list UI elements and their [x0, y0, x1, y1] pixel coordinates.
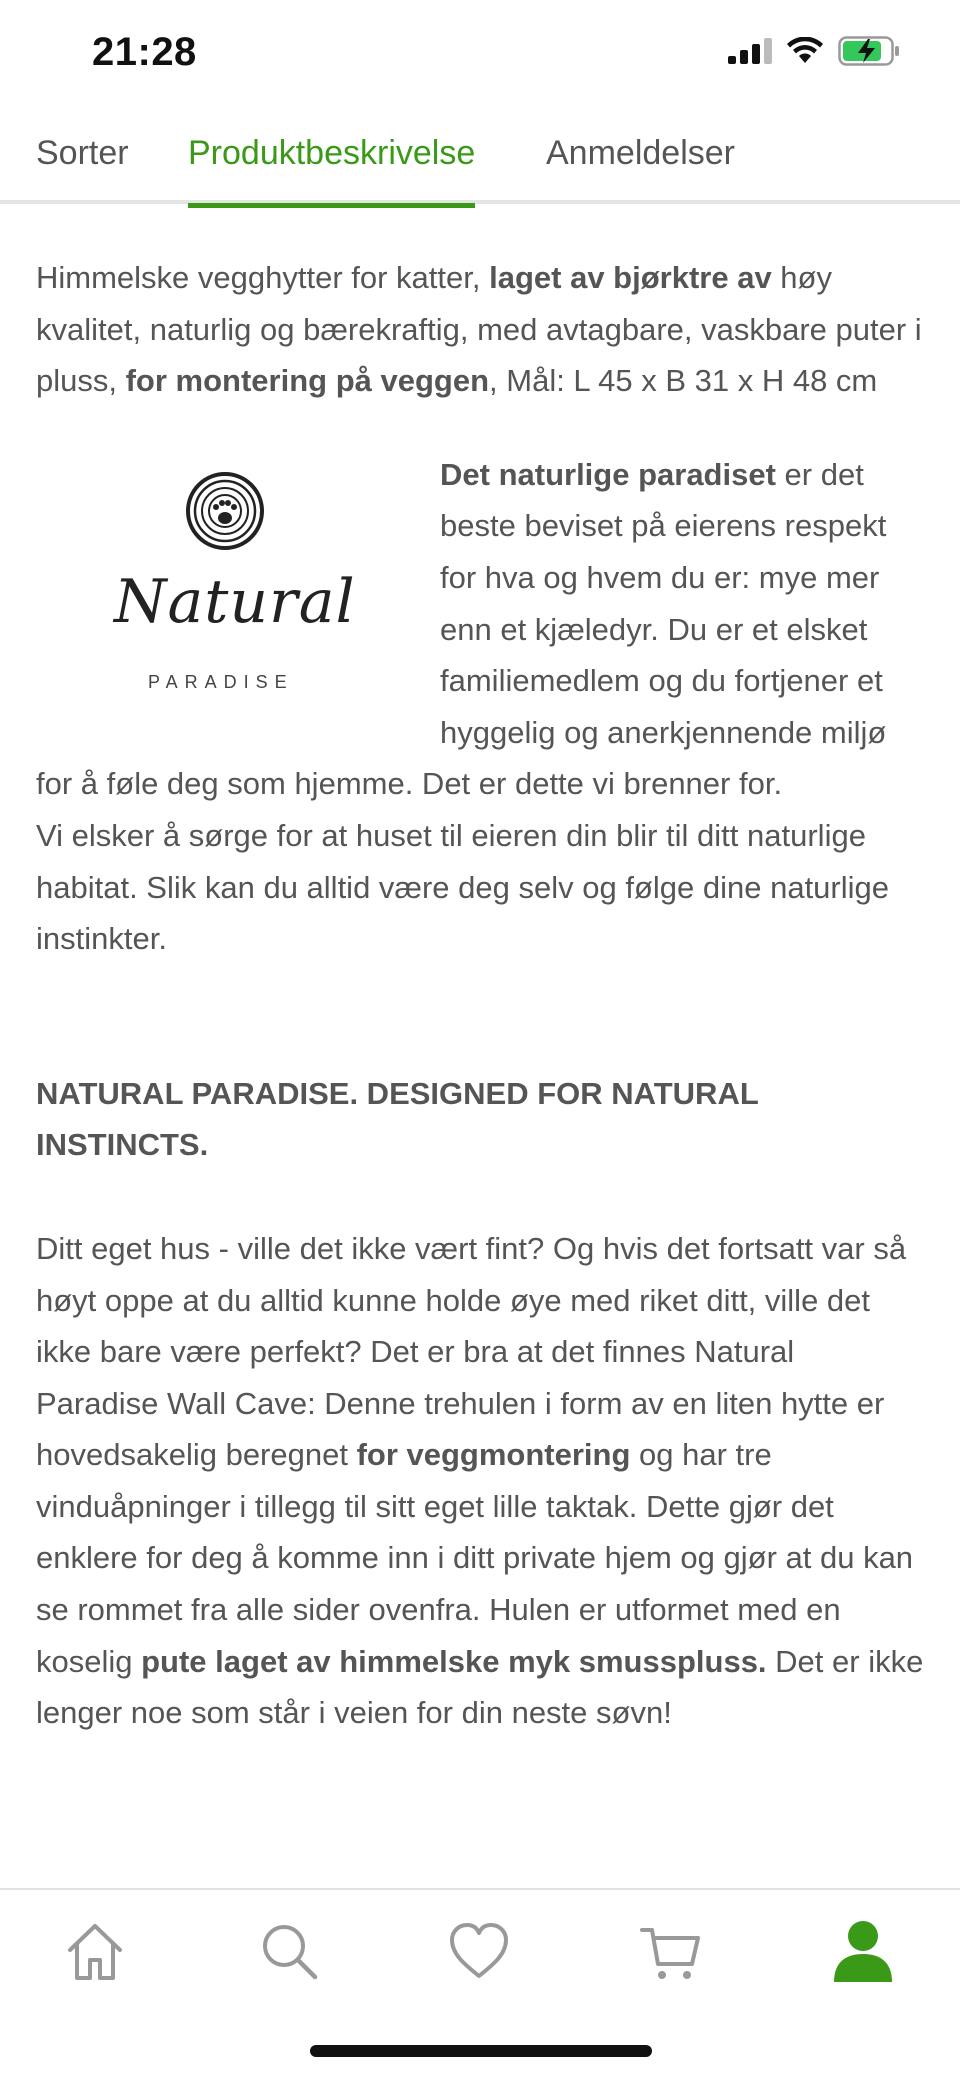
profile-icon — [828, 1916, 898, 1986]
status-icons — [728, 36, 900, 66]
cellular-signal-icon — [728, 38, 772, 64]
wifi-icon — [786, 37, 824, 65]
nav-search[interactable] — [255, 1916, 325, 1986]
section-heading: NATURAL PARADISE. DESIGNED FOR NATURAL INSTINCTS. — [36, 1075, 759, 1163]
nav-profile[interactable] — [828, 1916, 898, 1986]
cave-text-2: og har tre vinduåpninger i tillegg til sitt eget lille taktak. Dette gjør det enklere for deg å komme inn i ditt private hjem og gjør at du kan se rommet fra alle sider ovenfra. Hulen er utformet med en koselig — [36, 1437, 914, 1679]
nav-home[interactable] — [60, 1916, 130, 1986]
intro-bold-1: laget av bjørktre av — [489, 260, 772, 295]
brand-bold: Det naturlige paradiset — [440, 456, 776, 492]
home-indicator — [310, 2045, 652, 2057]
product-description — [36, 252, 924, 1739]
tab-bar — [0, 118, 960, 204]
logo-subtitle: PARADISE — [148, 671, 294, 692]
tab-sorter[interactable]: Sorter — [36, 134, 129, 172]
cave-text-1: Ditt eget hus - ville det ikke vært fint? Og hvis det fortsatt var så høyt oppe at du alltid kunne holde øye med riket ditt, ville det ikke bare være perfekt? Det er bra at det finnes Natural Paradise Wall Cave: Denne trehulen i form av en liten hytte er hovedsakelig beregnet — [36, 1230, 907, 1473]
home-icon — [60, 1916, 130, 1986]
habitat-paragraph: Vi elsker å sørge for at huset til eieren din blir til ditt naturlige habitat. Slik kan du alltid være deg selv og følge dine naturlige instinkter. — [36, 817, 889, 957]
tab-reviews[interactable]: Anmeldelser — [546, 134, 735, 172]
search-icon — [255, 1916, 325, 1986]
cart-icon — [636, 1916, 706, 1986]
cave-text-3: Det er ikke lenger noe som står i veien for din neste søvn! — [36, 1643, 924, 1731]
status-time: 21:28 — [92, 30, 197, 74]
intro-bold-2: for montering på veggen — [125, 363, 490, 399]
logo-wordmark: Natural — [114, 566, 356, 637]
tab-product-description[interactable]: Produktbeskrivelse — [188, 134, 475, 204]
wall-cave-paragraph — [36, 1223, 924, 1739]
nav-cart[interactable] — [636, 1916, 706, 1986]
intro-text-3: , Mål: L 45 x B 31 x H 48 cm — [489, 363, 878, 399]
cave-bold-1: for veggmontering — [356, 1437, 631, 1473]
intro-text-1: Himmelske vegghytter for katter, — [36, 260, 490, 295]
intro-paragraph — [36, 252, 924, 407]
heart-icon — [444, 1916, 514, 1986]
nav-favorites[interactable] — [444, 1916, 514, 1986]
cave-bold-2: pute laget av himmelske myk smusspluss. — [141, 1643, 767, 1679]
intro-text-2: høy kvalitet, naturlig og bærekraftig, med avtagbare, vaskbare puter i pluss, — [36, 260, 922, 399]
battery-charging-icon — [838, 36, 900, 66]
brand-text: er det beste beviset på eierens respekt for hva og hvem du er: mye mer enn et kjæledyr. Du er et elsket familiemedlem og du fortjener et hyggelig og anerkjennende miljø for å føle deg som hjemme. Det er dette vi brenner for. — [36, 456, 887, 802]
brand-logo — [36, 449, 436, 719]
status-bar — [0, 0, 960, 110]
